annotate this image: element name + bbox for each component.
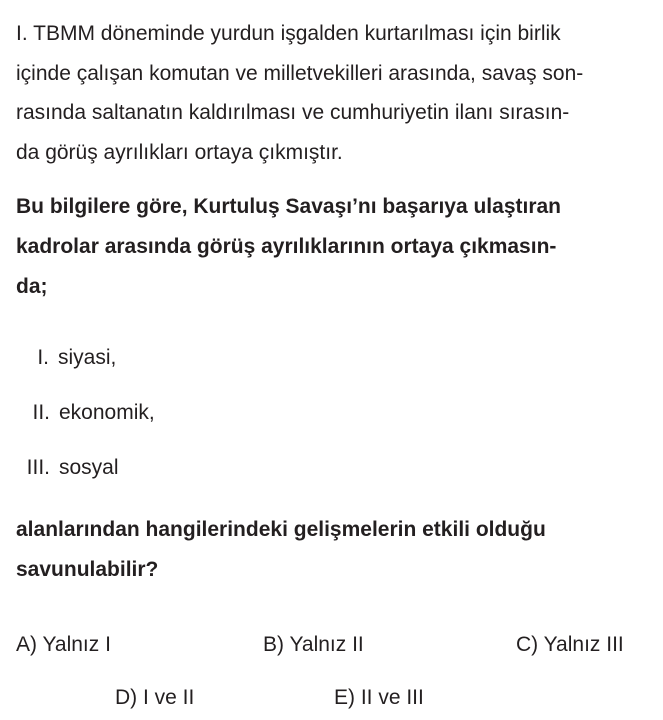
- ending-line: savunulabilir?: [16, 558, 159, 581]
- statement-text: siyasi,: [58, 346, 117, 369]
- statement-item: [16, 440, 646, 495]
- question-ending: [16, 510, 646, 590]
- choice-c[interactable]: C) Yalnız III: [516, 633, 624, 656]
- question-stem: [16, 14, 646, 172]
- question-block: [16, 14, 646, 590]
- stem-line: I. TBMM döneminde yurdun işgalden kurtarılması için birlik: [16, 22, 561, 45]
- stem-line: da görüş ayrılıkları ortaya çıkmıştır.: [16, 140, 343, 164]
- prompt-line: kadrolar arasında görüş ayrılıklarının ortaya çıkmasın-: [16, 235, 557, 258]
- choice-b[interactable]: B) Yalnız II: [263, 633, 364, 656]
- statement-text: sosyal: [59, 456, 119, 479]
- choice-a[interactable]: A) Yalnız I: [16, 633, 111, 656]
- choice-d[interactable]: D) I ve II: [115, 686, 195, 709]
- stem-line: rasında saltanatın kaldırılması ve cumhuriyetin ilanı sırasın-: [16, 101, 570, 124]
- prompt-line: da;: [16, 275, 48, 298]
- stem-line: içinde çalışan komutan ve milletvekilleri arasında, savaş son-: [16, 61, 584, 85]
- statement-numeral: I.: [37, 346, 49, 369]
- statement-numeral: II.: [32, 401, 50, 424]
- choice-e[interactable]: E) II ve III: [334, 686, 424, 709]
- statement-text: ekonomik,: [59, 401, 155, 424]
- question-prompt: [16, 187, 646, 307]
- statement-list: [16, 330, 646, 495]
- statement-item: [16, 330, 646, 385]
- statement-numeral: III.: [26, 456, 50, 479]
- statement-item: [16, 385, 646, 440]
- ending-line: alanlarından hangilerindeki gelişmelerin etkili olduğu: [16, 518, 546, 541]
- prompt-line: Bu bilgilere göre, Kurtuluş Savaşı’nı başarıya ulaştıran: [16, 195, 562, 218]
